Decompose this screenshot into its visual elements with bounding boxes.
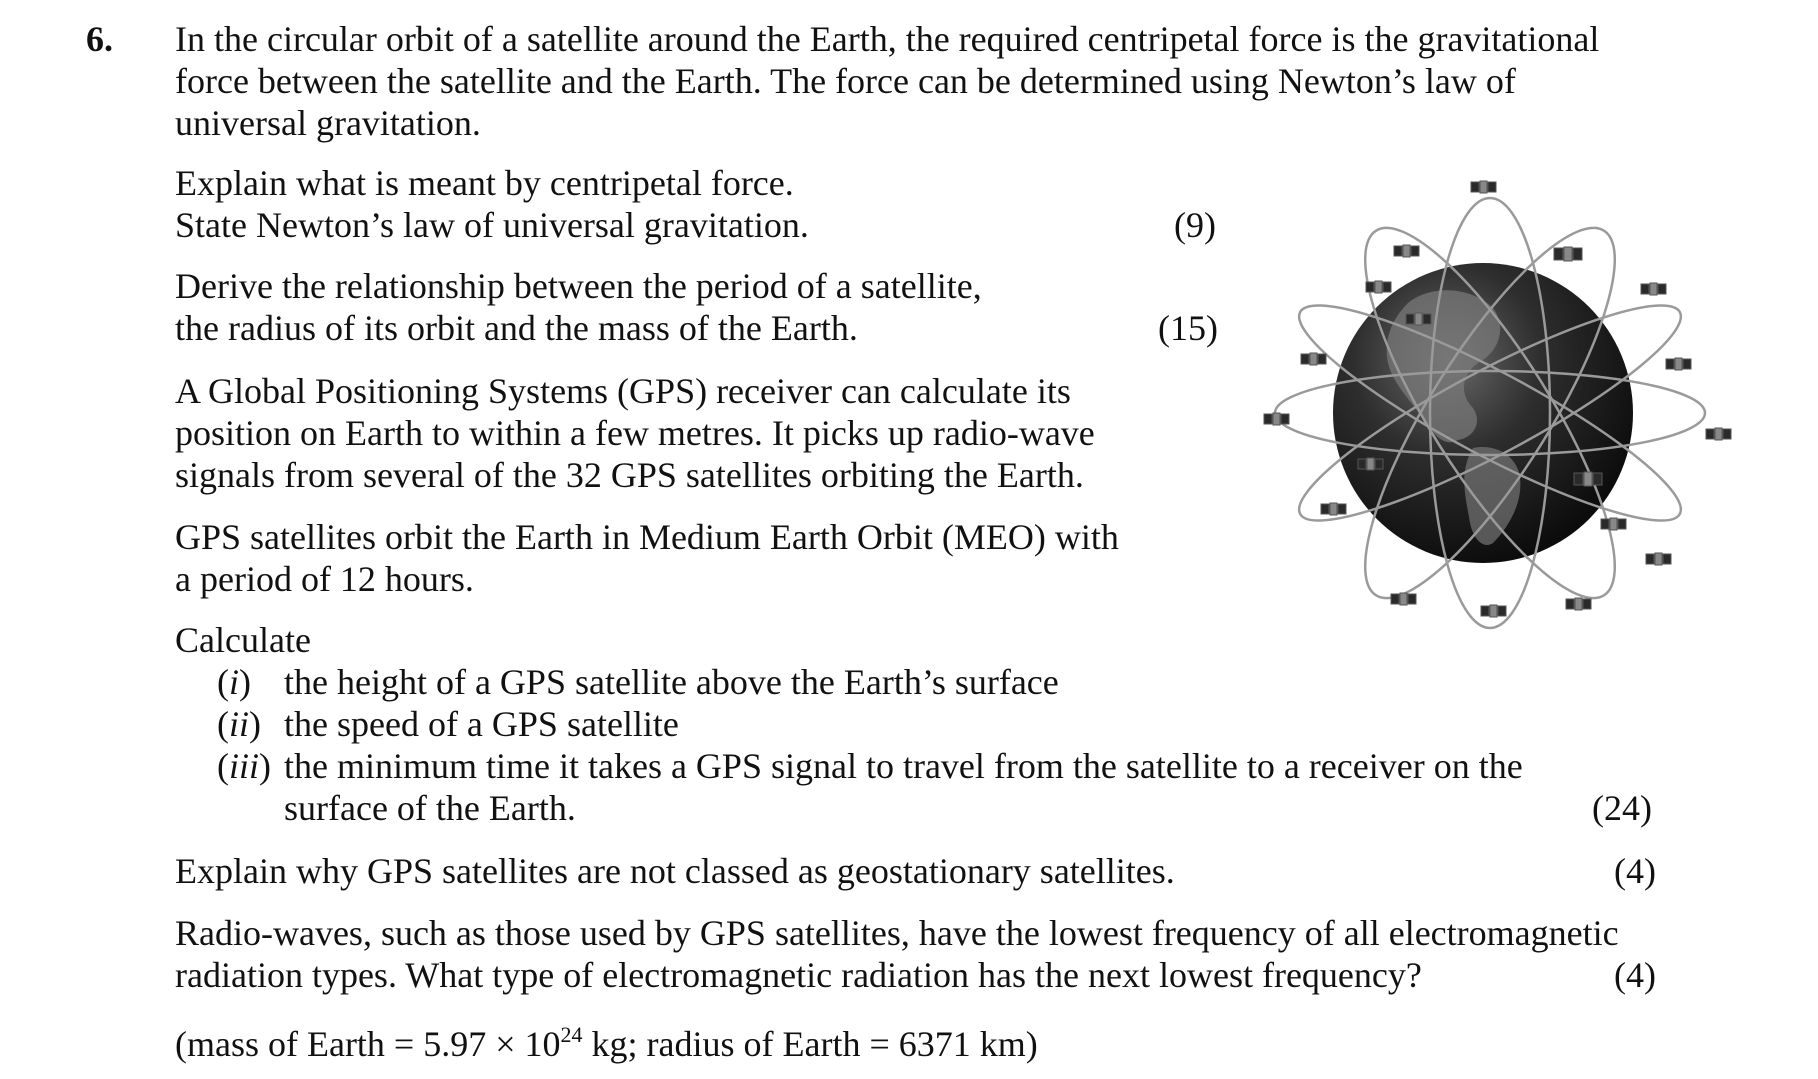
part-b-line: Derive the relationship between the period of a satellite, <box>175 266 982 306</box>
intro-line: force between the satellite and the Earth. The force can be determined using Newton’s law of <box>175 61 1516 101</box>
constants-line: (mass of Earth = $5.97 \times 10^{24}$ kg; radius of Earth = 6371 km) <box>175 1022 1038 1064</box>
item-text: the speed of a GPS satellite <box>284 704 679 744</box>
part-e-line: radiation types. What type of electromagnetic radiation has the next lowest frequency? <box>175 955 1422 995</box>
part-b <box>175 265 982 349</box>
part-a-marks: (9) <box>1174 205 1216 245</box>
item-label: (iii) <box>217 746 272 786</box>
question-number: 6. <box>86 19 113 59</box>
exponent: 24 <box>560 1022 583 1047</box>
intro-line: universal gravitation. <box>175 103 481 143</box>
calculate-item-ii <box>217 703 679 745</box>
calculate-item-i <box>217 661 1059 703</box>
item-text: the height of a GPS satellite above the Earth’s surface <box>284 662 1059 702</box>
intro-line: In the circular orbit of a satellite around the Earth, the required centripetal force is the gravitational <box>175 19 1600 59</box>
gps-constellation-illustration <box>1258 178 1738 648</box>
calculate-item-iii <box>217 745 1523 787</box>
calculate-heading: Calculate <box>175 620 311 660</box>
calculate-item-iii-continuation: surface of the Earth. <box>284 788 576 828</box>
part-b-marks: (15) <box>1158 308 1218 348</box>
gps-line: A Global Positioning Systems (GPS) receiver can calculate its <box>175 371 1071 411</box>
item-text: the minimum time it takes a GPS signal to travel from the satellite to a receiver on the <box>284 746 1523 786</box>
meo-line: GPS satellites orbit the Earth in Medium Earth Orbit (MEO) with <box>175 517 1119 557</box>
earth-sphere-icon <box>1333 263 1633 563</box>
calculate-marks: (24) <box>1592 788 1652 828</box>
part-e-line: Radio-waves, such as those used by GPS satellites, have the lowest frequency of all electromagnetic <box>175 913 1619 953</box>
part-e-marks: (4) <box>1614 955 1656 995</box>
meo-paragraph <box>175 516 1119 600</box>
gps-line: position on Earth to within a few metres. It picks up radio-wave <box>175 413 1095 453</box>
part-e <box>175 912 1619 996</box>
part-b-line: the radius of its orbit and the mass of the Earth. <box>175 308 858 348</box>
item-label: (i) <box>217 662 252 702</box>
meo-line: a period of 12 hours. <box>175 559 474 599</box>
part-d: Explain why GPS satellites are not classed as geostationary satellites. <box>175 851 1175 891</box>
part-a-line: Explain what is meant by centripetal force. <box>175 163 794 203</box>
gps-line: signals from several of the 32 GPS satellites orbiting the Earth. <box>175 455 1084 495</box>
gps-paragraph <box>175 370 1095 496</box>
item-label: (ii) <box>217 704 262 744</box>
part-d-marks: (4) <box>1614 851 1656 891</box>
part-a <box>175 162 809 246</box>
question-intro <box>175 18 1599 144</box>
part-a-line: State Newton’s law of universal gravitation. <box>175 205 809 245</box>
